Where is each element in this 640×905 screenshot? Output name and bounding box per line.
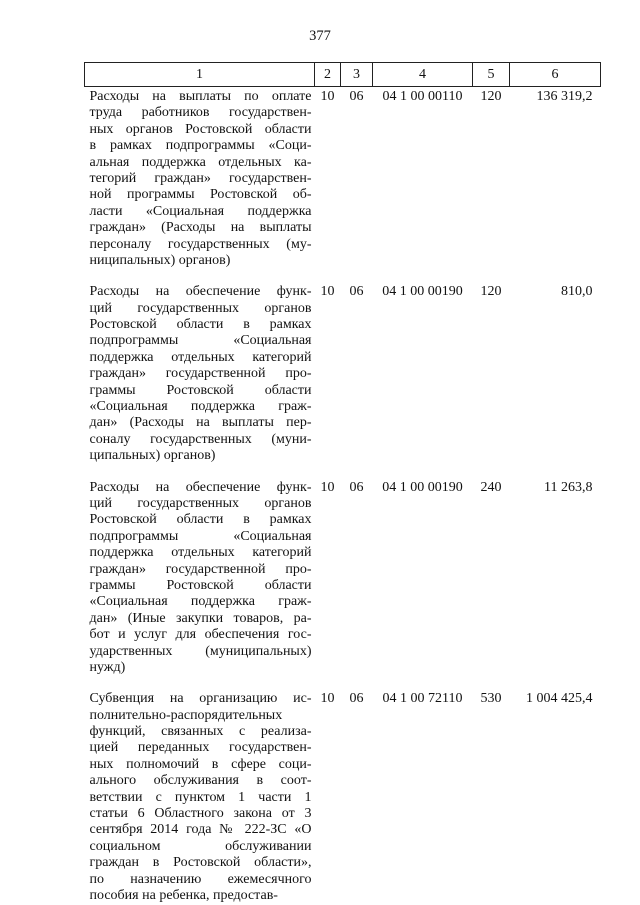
description-line: ций государственных органов (89, 300, 312, 316)
row-spacer-cell (85, 465, 601, 478)
description-line: Ростовской области в рамках (89, 317, 312, 333)
row-amount: 810,0 (561, 284, 593, 300)
row-amount: 1 004 425,4 (526, 691, 593, 707)
row-expense-type: 120 (480, 284, 502, 300)
description-line: ветствии с пунктом 1 части 1 (89, 789, 312, 805)
description-line: ударственных (муниципальных) (89, 643, 312, 659)
description-line: граждан» государственной про- (89, 366, 312, 382)
description-line: полнительно-распорядительных (89, 707, 283, 723)
description-line: ального обслуживания в соот- (89, 773, 312, 789)
description-line: дан» (Расходы на выплаты пер- (89, 415, 312, 431)
description-line: граммы Ростовской области (89, 382, 312, 398)
row-subsection: 06 (349, 284, 364, 300)
header-col-5: 5 (473, 63, 510, 87)
row-spacer-cell (85, 676, 601, 689)
description-line: ласти «Социальная поддержка (89, 203, 312, 219)
description-line: Ростовской области в рамках (89, 512, 312, 528)
description-line: «Социальная поддержка граж- (89, 594, 312, 610)
description-line: статьи 6 Областного закона от 3 (89, 806, 312, 822)
header-col-6: 6 (510, 63, 601, 87)
row-target-article: 04 1 00 72110 (382, 691, 463, 707)
description-line: подпрограммы «Социальная (89, 528, 312, 544)
row-subsection: 06 (349, 691, 364, 707)
description-line: соналу государственных (муни- (89, 431, 312, 447)
description-line: поддержка отдельных категорий (89, 349, 312, 365)
row-spacer (85, 465, 601, 478)
description-line: по назначению ежемесячного (89, 871, 312, 887)
row-description (85, 478, 315, 677)
description-line: дан» (Иные закупки товаров, ра- (89, 610, 312, 626)
page-number: 377 (309, 28, 331, 44)
header-col-1: 1 (85, 63, 315, 87)
description-line: тегорий граждан» государствен- (89, 170, 312, 186)
table-row (85, 478, 601, 677)
description-line: альная поддержка отдельных ка- (89, 154, 312, 170)
table-row (85, 689, 601, 904)
row-section: 10 (320, 691, 335, 707)
description-line: пособия на ребенка, предостав- (89, 887, 278, 903)
description-line: граждан» государственной про- (89, 561, 312, 577)
description-line: Расходы на обеспечение функ- (89, 284, 312, 300)
description-line: подпрограммы «Социальная (89, 333, 312, 349)
row-expense-type: 530 (480, 691, 502, 707)
row-subsection: 06 (349, 89, 364, 104)
description-line: «Социальная поддержка граж- (89, 399, 312, 415)
header-col-2: 2 (315, 63, 341, 87)
description-line: граждан в Ростовской области», (89, 855, 312, 871)
header-col-4: 4 (373, 63, 473, 87)
description-line: социальном обслуживании (89, 838, 312, 854)
description-line: бот и услуг для обеспечения гос- (89, 627, 312, 643)
description-line: ципальных) органов) (89, 448, 216, 464)
description-line: ных полномочий в сфере соци- (89, 756, 312, 772)
description-line: сентября 2014 года № 222-ЗС «О (89, 822, 312, 838)
row-description (85, 87, 315, 270)
description-line: ной программы Ростовской об- (89, 187, 312, 203)
description-line: граждан» (Расходы на выплаты (89, 220, 312, 236)
description-line: цией переданных государствен- (89, 740, 312, 756)
row-subsection: 06 (349, 479, 364, 495)
description-line: функций, связанных с реализа- (89, 724, 312, 740)
row-target-article: 04 1 00 00190 (382, 479, 463, 495)
row-section: 10 (320, 89, 335, 104)
description-line: Расходы на обеспечение функ- (89, 479, 312, 495)
budget-table (84, 62, 601, 904)
row-spacer (85, 676, 601, 689)
description-line: Субвенция на организацию ис- (89, 691, 312, 707)
row-spacer (85, 269, 601, 282)
description-line: ций государственных органов (89, 495, 312, 511)
row-target-article: 04 1 00 00110 (382, 89, 463, 104)
row-amount: 11 263,8 (544, 479, 593, 495)
row-target-article: 04 1 00 00190 (382, 284, 463, 300)
table-row (85, 282, 601, 464)
description-line: в рамках подпрограммы «Соци- (89, 138, 312, 154)
row-section: 10 (320, 284, 335, 300)
description-line: ных органов Ростовской области (89, 121, 312, 137)
row-section: 10 (320, 479, 335, 495)
row-amount: 136 319,2 (536, 89, 593, 104)
description-line: труда работников государствен- (89, 105, 312, 121)
description-line: Расходы на выплаты по оплате (89, 89, 312, 104)
row-description (85, 282, 315, 464)
table-body (85, 87, 601, 905)
row-spacer-cell (85, 269, 601, 282)
description-line: нужд) (89, 659, 126, 675)
description-line: ниципальных) органов) (89, 252, 231, 268)
row-expense-type: 240 (480, 479, 502, 495)
table-row (85, 87, 601, 270)
table-header (85, 63, 601, 87)
description-line: поддержка отдельных категорий (89, 545, 312, 561)
row-expense-type: 120 (480, 89, 502, 104)
description-line: граммы Ростовской области (89, 577, 312, 593)
header-col-3: 3 (341, 63, 373, 87)
row-description (85, 689, 315, 904)
description-line: персоналу государственных (му- (89, 236, 312, 252)
